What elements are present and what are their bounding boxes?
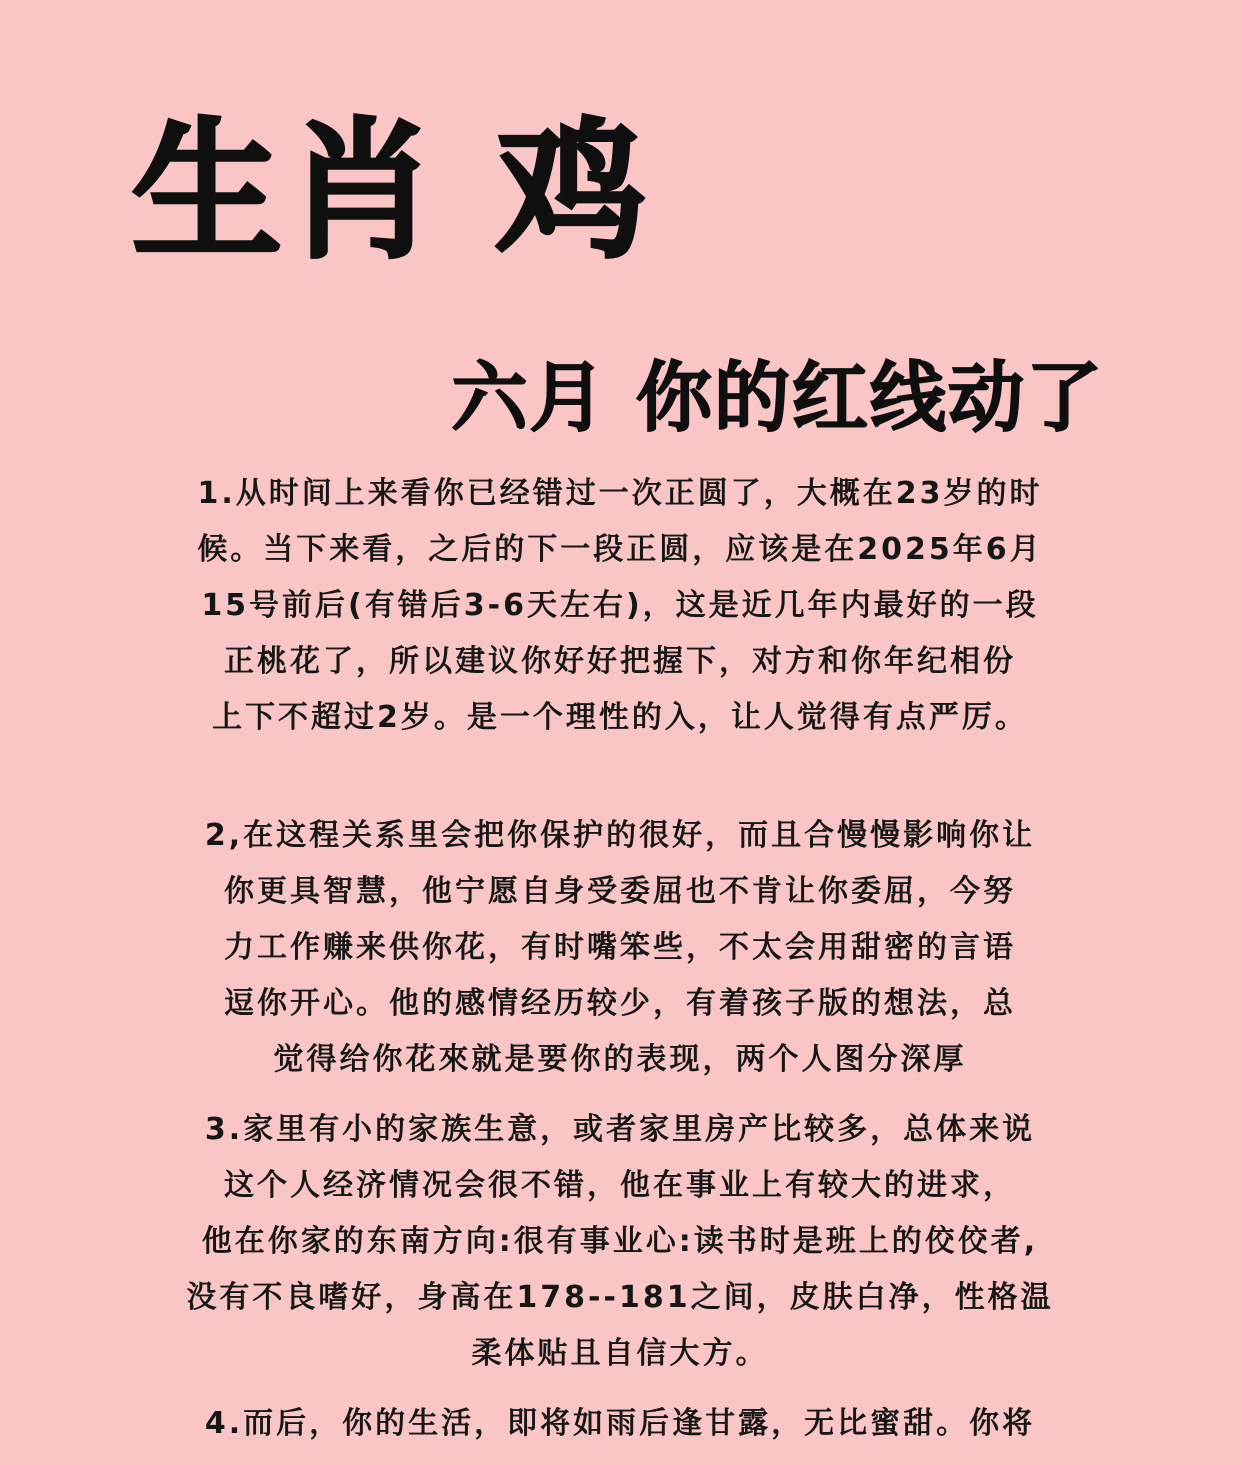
- text-line: 柔体贴且自信大方。: [471, 1336, 769, 1371]
- text-line: 这个人经济情况会很不错，他在事业上有较大的进求，: [224, 1168, 1016, 1203]
- paragraph-4: [120, 1396, 1120, 1452]
- page-subtitle: 六月 你的红线动了: [451, 353, 1104, 442]
- body-text: [120, 466, 1120, 1452]
- text-line: 上下不超过2岁。是一个理性的入，让人觉得有点严厉。: [212, 700, 1028, 735]
- text-line: 3.家里有小的家族生意，或者家里房产比较多，总体来说: [204, 1112, 1036, 1147]
- page-title: 生肖 鸡: [132, 105, 651, 279]
- paragraph-2: [120, 808, 1120, 1088]
- text-line: 你更具智慧，他宁愿自身受委屈也不肯让你委屈，今努: [224, 874, 1016, 909]
- text-line: 没有不良嗜好，身高在178--181之间，皮肤白净，性格温: [186, 1280, 1054, 1315]
- text-line: 力工作赚来供你花，有时嘴笨些，不太会用甜密的言语: [224, 930, 1016, 965]
- text-line: 4.而后，你的生活，即将如雨后逢甘露，无比蜜甜。你将: [204, 1406, 1036, 1441]
- text-line: 他在你家的东南方向:很有事业心:读书时是班上的佼佼者,: [201, 1224, 1039, 1259]
- text-line: 觉得给你花來就是要你的表现，两个人图分深厚: [273, 1042, 967, 1077]
- paragraph-1: [120, 466, 1120, 746]
- text-line: 15号前后(有错后3-6天左右)，这是近几年内最好的一段: [201, 588, 1039, 623]
- text-line: 候。当下来看，之后的下一段正圆，应该是在2025年6月: [197, 532, 1043, 567]
- paragraph-3: [120, 1102, 1120, 1382]
- text-line: 正桃花了，所以建议你好好把握下，对方和你年纪相份: [224, 644, 1016, 679]
- text-line: 1.从时间上来看你已经错过一次正圆了，大概在23岁的时: [197, 476, 1043, 511]
- text-line: 逗你开心。他的感情经历较少，有着孩子版的想法，总: [224, 986, 1016, 1021]
- text-line: 2,在这程关系里会把你保护的很好，而且合慢慢影响你让: [204, 818, 1036, 853]
